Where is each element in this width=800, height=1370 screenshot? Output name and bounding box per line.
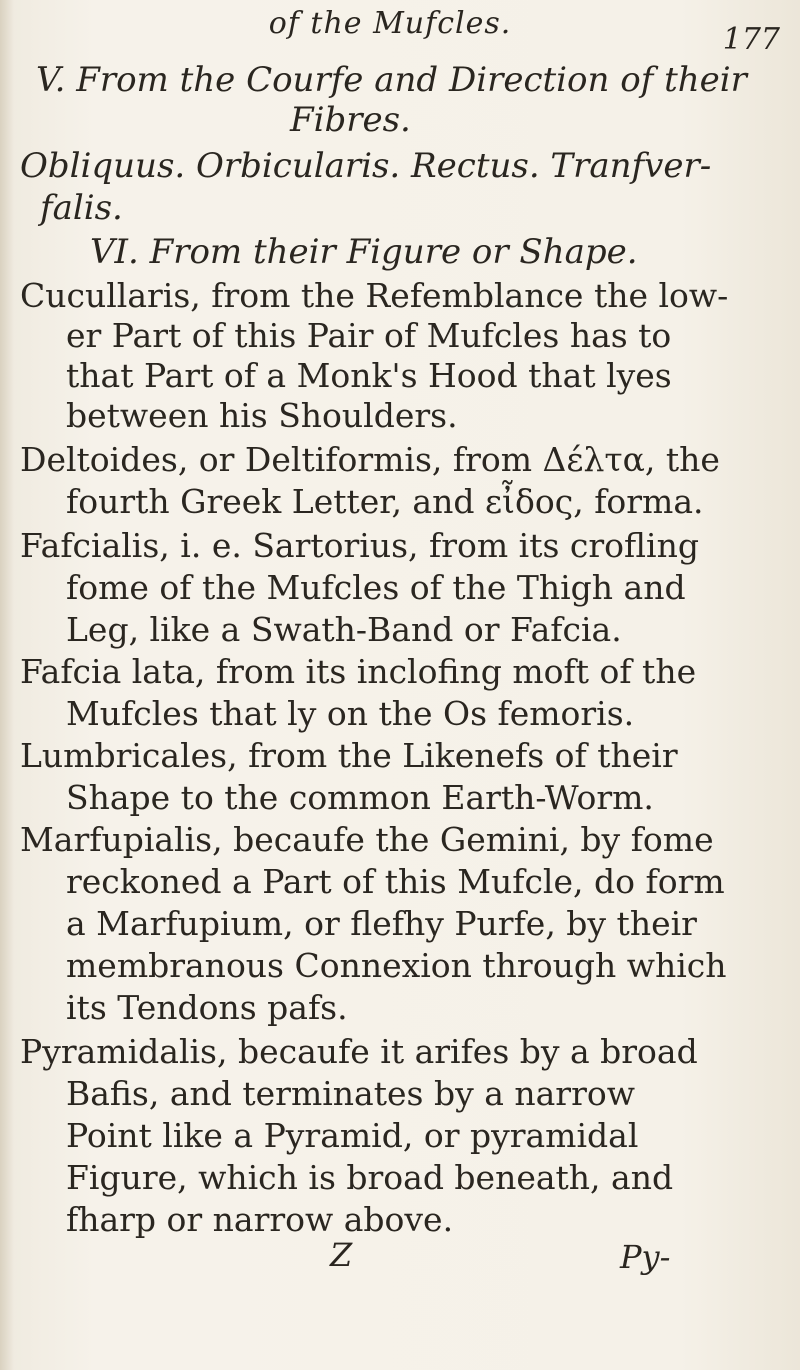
page-number: 177: [722, 22, 780, 57]
text-line: Leg, like a Swath-Band or Fafcia.: [66, 610, 622, 649]
text-line: Marfupialis, becaufe the Gemini, by fome: [20, 820, 714, 859]
text-line: Deltoides, or Deltiformis, from Δέλτα, the: [20, 440, 720, 479]
text-line: Cucullaris, from the Refemblance the low-: [20, 276, 729, 315]
running-head: of the Mufcles.: [268, 6, 512, 41]
text-line: Pyramidalis, becaufe it arifes by a broad: [20, 1032, 698, 1071]
catchword: Py-: [620, 1238, 671, 1276]
text-line: Point like a Pyramid, or pyramidal: [66, 1116, 639, 1155]
text-line: reckoned a Part of this Mufcle, do form: [66, 862, 725, 901]
text-line: falis.: [40, 188, 123, 228]
text-line: V. From the Courfe and Direction of their: [36, 60, 747, 100]
text-line: Fafcia lata, from its inclofing moft of the: [20, 652, 697, 691]
text-line: fharp or narrow above.: [66, 1200, 454, 1239]
text-line: membranous Connexion through which: [66, 946, 727, 985]
text-line: Bafis, and terminates by a narrow: [66, 1074, 635, 1113]
signature-mark: Z: [330, 1236, 353, 1274]
text-line: VI. From their Figure or Shape.: [90, 232, 638, 272]
text-line: that Part of a Monk's Hood that lyes: [66, 356, 672, 395]
text-line: between his Shoulders.: [66, 396, 458, 435]
text-line: Obliquus. Orbicularis. Rectus. Tranfver-: [20, 146, 712, 186]
text-line: fourth Greek Letter, and εἶδος, forma.: [66, 482, 704, 521]
text-line: Fibres.: [290, 100, 411, 140]
text-line: its Tendons pafs.: [66, 988, 348, 1027]
text-line: fome of the Mufcles of the Thigh and: [66, 568, 686, 607]
text-line: Figure, which is broad beneath, and: [66, 1158, 674, 1197]
text-line: Mufcles that ly on the Os femoris.: [66, 694, 635, 733]
page-gutter-shadow: [0, 0, 14, 1370]
text-line: Shape to the common Earth-Worm.: [66, 778, 654, 817]
text-line: Fafcialis, i. e. Sartorius, from its crofling: [20, 526, 699, 565]
text-line: Lumbricales, from the Likenefs of their: [20, 736, 678, 775]
text-line: er Part of this Pair of Mufcles has to: [66, 316, 672, 355]
text-line: a Marfupium, or flefhy Purfe, by their: [66, 904, 697, 943]
